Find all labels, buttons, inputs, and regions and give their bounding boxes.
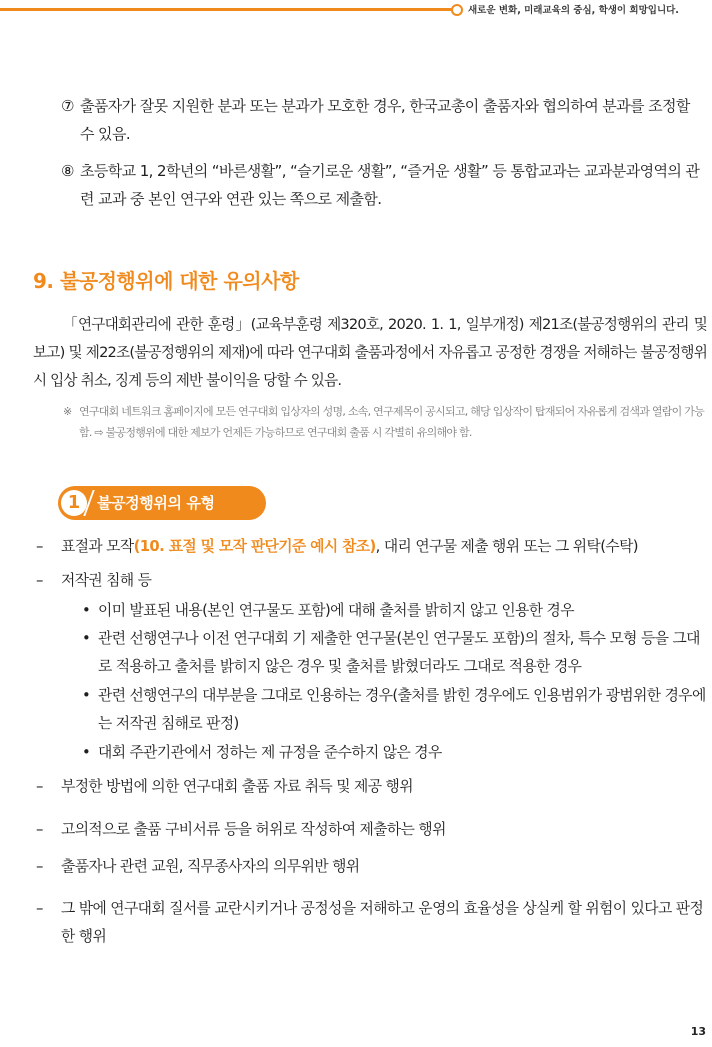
note-mark: ※: [63, 405, 72, 418]
page-number: 13: [690, 1025, 706, 1038]
dash-text-part: 표절과 모작: [61, 538, 134, 555]
dash-mark: –: [36, 858, 43, 875]
dash-text: 고의적으로 출품 구비서류 등을 허위로 작성하여 제출하는 행위: [61, 821, 446, 838]
note-text: 연구대회 네트워크 홈페이지에 모든 연구대회 입상자의 성명, 소속, 연구제목이 공시되고, 해당 입상작이 탑재되어 자유롭게 검색과 열람이 가능함. ⇨ 불공정행위에 대한 제보가 언제든 가능하므로 연구대회 출품 시 각별히 유의해야 함.: [79, 405, 704, 439]
dash-text: 출품자나 관련 교원, 직무종사자의 의무위반 행위: [61, 858, 360, 875]
bullet-text: 대회 주관기관에서 정하는 제 규정을 준수하지 않은 경우: [98, 744, 442, 761]
item-text: 출품자가 잘못 지원한 분과 또는 분과가 모호한 경우, 한국교총이 출품자와 협의하여 분과를 조정할 수 있음.: [80, 97, 690, 143]
bullet-item: [82, 739, 707, 767]
note: [63, 402, 707, 443]
bullet-mark: •: [82, 744, 91, 761]
subsection-heading: [58, 486, 266, 520]
dash-mark: –: [36, 538, 43, 555]
bullet-item: [82, 597, 707, 625]
bullet-item: [82, 682, 707, 738]
dash-item-improper-acquisition: [36, 773, 707, 801]
item-number: ⑦: [61, 97, 74, 115]
list-item-8: [61, 157, 706, 213]
section-title: 9. 불공정행위에 대한 유의사항: [33, 269, 299, 293]
header-circle-icon: [451, 4, 463, 16]
header-slogan: 새로운 변화, 미래교육의 중심, 학생이 희망입니다.: [468, 5, 679, 16]
dash-text: 부정한 방법에 의한 연구대회 출품 자료 취득 및 제공 행위: [61, 778, 413, 795]
item-text: 초등학교 1, 2학년의 “바른생활”, “슬기로운 생활”, “즐거운 생활” 등 통합교과는 교과분과영역의 관련 교과 중 본인 연구와 연관 있는 쪽으로 제출함.: [80, 162, 700, 208]
list-item-7: [61, 92, 706, 148]
dash-text-part: , 대리 연구물 제출 행위 또는 그 위탁(수탁): [375, 538, 638, 555]
subsection-number: 1: [61, 490, 87, 516]
dash-item-false-documents: [36, 816, 707, 844]
bullet-text: 관련 선행연구나 이전 연구대회 기 제출한 연구물(본인 연구물도 포함)의 절차, 특수 모형 등을 그대로 적용하고 출처를 밝히지 않은 경우 및 출처를 밝혔더라도 그대로 적용한 경우: [98, 630, 700, 675]
dash-text: 그 밖에 연구대회 질서를 교란시키거나 공정성을 저해하고 운영의 효율성을 상실케 할 위험이 있다고 판정한 행위: [61, 900, 704, 945]
reference-highlight: (10. 표절 및 모작 판단기준 예시 참조): [133, 538, 376, 555]
subsection-title: 불공정행위의 유형: [97, 494, 215, 512]
dash-text: 저작권 침해 등: [61, 572, 152, 589]
dash-item-copyright: [36, 567, 707, 595]
bullet-text: 이미 발표된 내용(본인 연구물도 포함)에 대해 출처를 밝히지 않고 인용한 경우: [98, 602, 574, 619]
bullet-item: [82, 625, 707, 681]
bullet-mark: •: [82, 687, 91, 704]
dash-mark: –: [36, 778, 43, 795]
item-number: ⑧: [61, 162, 74, 180]
bullet-mark: •: [82, 602, 91, 619]
dash-mark: –: [36, 821, 43, 838]
dash-item-other: [36, 895, 707, 951]
dash-mark: –: [36, 572, 43, 589]
section-paragraph: 「연구대회관리에 관한 훈령」(교육부훈령 제320호, 2020. 1. 1, 일부개정) 제21조(불공정행위의 관리 및 보고) 및 제22조(불공정행위의 제재)에 따라 연구대회 출품과정에서 자유롭고 공정한 경쟁을 저해하는 불공정행위 시 입상 취소, 징계 등의 제반 불이익을 당할 수 있음.: [33, 316, 707, 389]
dash-text: [36, 533, 707, 561]
bullet-mark: •: [82, 630, 91, 647]
dash-mark: –: [36, 900, 43, 917]
header-rule: [0, 8, 452, 11]
dash-item-plagiarism: [36, 533, 707, 561]
bullet-text: 관련 선행연구의 대부분을 그대로 인용하는 경우(출처를 밝힌 경우에도 인용범위가 광범위한 경우에는 저작권 침해로 판정): [98, 687, 706, 732]
dash-item-duty-violation: [36, 853, 707, 881]
